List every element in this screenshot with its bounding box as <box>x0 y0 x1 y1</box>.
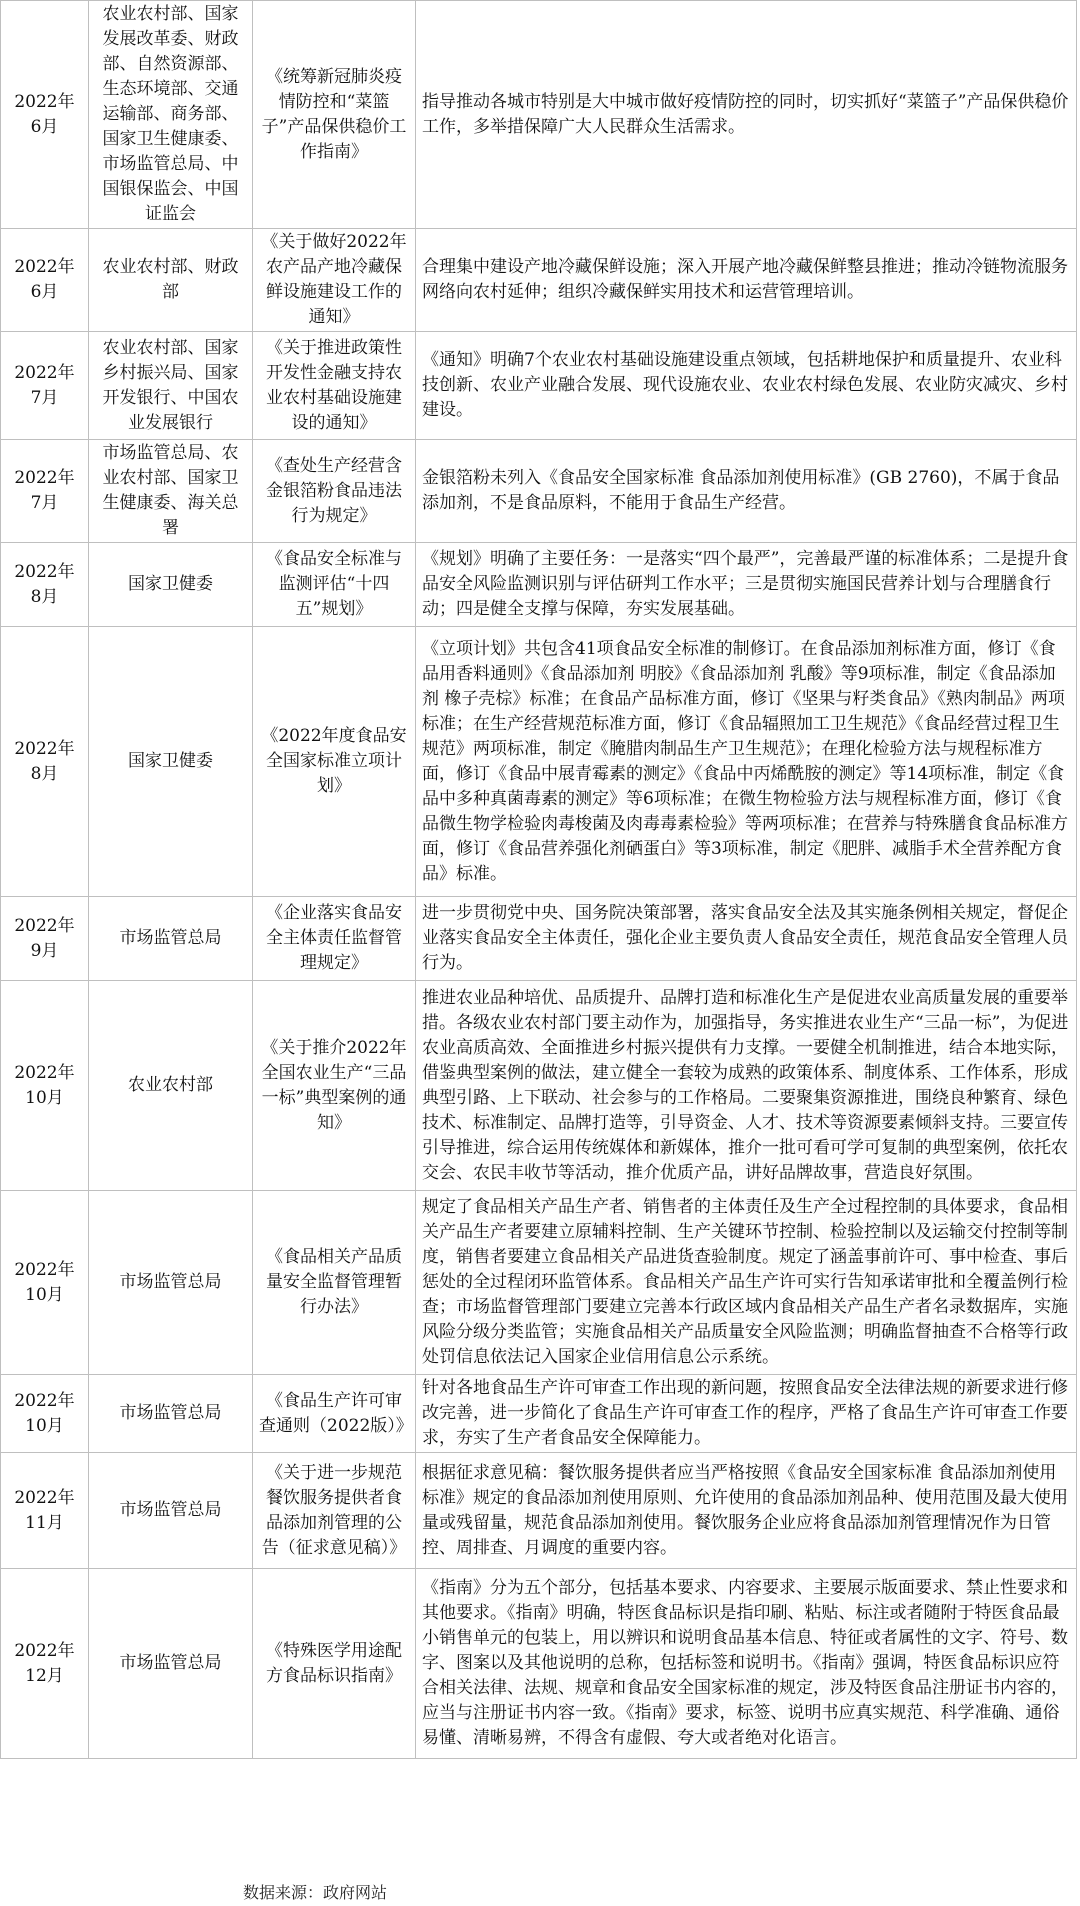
date-cell: 2022年 11月 <box>1 1453 89 1569</box>
department-cell: 农业农村部、财政部 <box>89 229 253 332</box>
content-cell: 推进农业品种培优、品质提升、品牌打造和标准化生产是促进农业高质量发展的重要举措。各级农业农村部门要主动作为，加强指导，务实推进农业生产“三品一标”，为促进农业高质高效、全面推进乡村振兴提供有力支撑。一要健全机制推进，结合本地实际，借鉴典型案例的做法，建立健全一套较为成熟的政策体系、制度体系、工作体系，形成典型引路、上下联动、社会参与的工作格局。二要聚集资源推进，围绕良种繁育、绿色技术、标准制定、品牌打造等，引导资金、人才、技术等资源要素倾斜支持。三要宣传引导推进，综合运用传统媒体和新媒体，推介一批可看可学可复制的典型案例，依托农交会、农民丰收节等活动，推介优质产品，讲好品牌故事，营造良好氛围。 <box>416 981 1077 1191</box>
policy-title-cell: 《2022年度食品安全国家标准立项计划》 <box>253 627 416 897</box>
policy-title-cell: 《统筹新冠肺炎疫情防控和“菜篮子”产品保供稳价工作指南》 <box>253 1 416 229</box>
policy-title-cell: 《特殊医学用途配方食品标识指南》 <box>253 1569 416 1759</box>
department-cell: 市场监管总局 <box>89 897 253 981</box>
content-cell: 《规划》明确了主要任务：一是落实“四个最严”，完善最严谨的标准体系；二是提升食品安全风险监测识别与评估研判工作水平；三是贯彻实施国民营养计划与合理膳食行动；四是健全支撑与保障，夯实发展基础。 <box>416 543 1077 627</box>
department-cell: 农业农村部、国家发展改革委、财政部、自然资源部、生态环境部、交通运输部、商务部、国家卫生健康委、市场监管总局、中国银保监会、中国证监会 <box>89 1 253 229</box>
date-cell: 2022年 8月 <box>1 543 89 627</box>
policy-title-cell: 《关于推介2022年全国农业生产“三品一标”典型案例的通知》 <box>253 981 416 1191</box>
date-cell: 2022年 7月 <box>1 332 89 440</box>
date-cell: 2022年 10月 <box>1 981 89 1191</box>
department-cell: 国家卫健委 <box>89 627 253 897</box>
policy-title-cell: 《食品生产许可审查通则（2022版）》 <box>253 1375 416 1453</box>
date-cell: 2022年 9月 <box>1 897 89 981</box>
date-cell: 2022年 8月 <box>1 627 89 897</box>
policy-title-cell: 《关于进一步规范餐饮服务提供者食品添加剂管理的公告（征求意见稿）》 <box>253 1453 416 1569</box>
table-row <box>1 981 1077 1191</box>
date-cell: 2022年 10月 <box>1 1375 89 1453</box>
table-row <box>1 897 1077 981</box>
department-cell: 市场监管总局 <box>89 1453 253 1569</box>
table-row <box>1 332 1077 440</box>
department-cell: 市场监管总局 <box>89 1569 253 1759</box>
date-cell: 2022年 6月 <box>1 1 89 229</box>
department-cell: 市场监管总局 <box>89 1375 253 1453</box>
date-cell: 2022年 10月 <box>1 1191 89 1375</box>
table-row <box>1 1375 1077 1453</box>
content-cell: 《立项计划》共包含41项食品安全标准的制修订。在食品添加剂标准方面，修订《食品用香料通则》《食品添加剂 明胶》《食品添加剂 乳酸》等9项标准，制定《食品添加剂 橡子壳棕》标准；在食品产品标准方面，修订《坚果与籽类食品》《熟肉制品》两项标准；在生产经营规范标准方面，修订《食品辐照加工卫生规范》《食品经营过程卫生规范》两项标准，制定《腌腊肉制品生产卫生规范》；在理化检验方法与规程标准方面，修订《食品中展青霉素的测定》《食品中丙烯酰胺的测定》等14项标准，制定《食品中多种真菌毒素的测定》等6项标准；在微生物检验方法与规程标准方面，修订《食品微生物学检验肉毒梭菌及肉毒毒素检验》等两项标准；在营养与特殊膳食食品标准方面，修订《食品营养强化剂硒蛋白》等3项标准，制定《肥胖、减脂手术全营养配方食品》标准。 <box>416 627 1077 897</box>
content-cell: 针对各地食品生产许可审查工作出现的新问题，按照食品安全法律法规的新要求进行修改完善，进一步简化了食品生产许可审查工作的程序，严格了食品生产许可审查工作要求，夯实了生产者食品安全保障能力。 <box>416 1375 1077 1453</box>
table-row <box>1 627 1077 897</box>
table-row <box>1 1453 1077 1569</box>
department-cell: 市场监管总局 <box>89 1191 253 1375</box>
policy-title-cell: 《关于推进政策性开发性金融支持农业农村基础设施建设的通知》 <box>253 332 416 440</box>
content-cell: 《通知》明确7个农业农村基础设施建设重点领域，包括耕地保护和质量提升、农业科技创新、农业产业融合发展、现代设施农业、农业农村绿色发展、农业防灾减灾、乡村建设。 <box>416 332 1077 440</box>
table-row <box>1 229 1077 332</box>
content-cell: 金银箔粉未列入《食品安全国家标准 食品添加剂使用标准》(GB 2760)，不属于食品添加剂，不是食品原料，不能用于食品生产经营。 <box>416 440 1077 543</box>
content-cell: 《指南》分为五个部分，包括基本要求、内容要求、主要展示版面要求、禁止性要求和其他要求。《指南》明确，特医食品标识是指印刷、粘贴、标注或者随附于特医食品最小销售单元的包装上，用以辨识和说明食品基本信息、特征或者属性的文字、符号、数字、图案以及其他说明的总称，包括标签和说明书。《指南》强调，特医食品标识应符合相关法律、法规、规章和食品安全国家标准的规定，涉及特医食品注册证书内容的，应当与注册证书内容一致。《指南》要求，标签、说明书应真实规范、科学准确、通俗易懂、清晰易辨，不得含有虚假、夸大或者绝对化语言。 <box>416 1569 1077 1759</box>
date-cell: 2022年 7月 <box>1 440 89 543</box>
policy-table-body <box>1 1 1077 1759</box>
department-cell: 农业农村部 <box>89 981 253 1191</box>
table-row <box>1 1191 1077 1375</box>
policy-title-cell: 《关于做好2022年农产品产地冷藏保鲜设施建设工作的通知》 <box>253 229 416 332</box>
date-cell: 2022年 12月 <box>1 1569 89 1759</box>
content-cell: 规定了食品相关产品生产者、销售者的主体责任及生产全过程控制的具体要求，食品相关产品生产者要建立原辅料控制、生产关键环节控制、检验控制以及运输交付控制等制度，销售者要建立食品相关产品进货查验制度。规定了涵盖事前许可、事中检查、事后惩处的全过程闭环监管体系。食品相关产品生产许可实行告知承诺审批和全覆盖例行检查；市场监督管理部门要建立完善本行政区域内食品相关产品生产者名录数据库，实施风险分级分类监管；实施食品相关产品质量安全风险监测；明确监督抽查不合格等行政处罚信息依法记入国家企业信用信息公示系统。 <box>416 1191 1077 1375</box>
table-row <box>1 543 1077 627</box>
policy-title-cell: 《企业落实食品安全主体责任监督管理规定》 <box>253 897 416 981</box>
data-source-note: 数据来源：政府网站 <box>243 1883 388 1902</box>
department-cell: 农业农村部、国家乡村振兴局、国家开发银行、中国农业发展银行 <box>89 332 253 440</box>
department-cell: 市场监管总局、农业农村部、国家卫生健康委、海关总署 <box>89 440 253 543</box>
content-cell: 根据征求意见稿：餐饮服务提供者应当严格按照《食品安全国家标准 食品添加剂使用标准》规定的食品添加剂使用原则、允许使用的食品添加剂品种、使用范围及最大使用量或残留量，规范食品添加剂使用。餐饮服务企业应将食品添加剂管理情况作为日管控、周排查、月调度的重要内容。 <box>416 1453 1077 1569</box>
date-cell: 2022年 6月 <box>1 229 89 332</box>
policy-title-cell: 《食品相关产品质量安全监督管理暂行办法》 <box>253 1191 416 1375</box>
table-row <box>1 440 1077 543</box>
policy-title-cell: 《食品安全标准与监测评估“十四五”规划》 <box>253 543 416 627</box>
content-cell: 指导推动各城市特别是大中城市做好疫情防控的同时，切实抓好“菜篮子”产品保供稳价工作，多举措保障广大人民群众生活需求。 <box>416 1 1077 229</box>
content-cell: 进一步贯彻党中央、国务院决策部署，落实食品安全法及其实施条例相关规定，督促企业落实食品安全主体责任，强化企业主要负责人食品安全责任，规范食品安全管理人员行为。 <box>416 897 1077 981</box>
content-cell: 合理集中建设产地冷藏保鲜设施；深入开展产地冷藏保鲜整县推进；推动冷链物流服务网络向农村延伸；组织冷藏保鲜实用技术和运营管理培训。 <box>416 229 1077 332</box>
policy-title-cell: 《查处生产经营含金银箔粉食品违法行为规定》 <box>253 440 416 543</box>
table-row <box>1 1569 1077 1759</box>
table-row <box>1 1 1077 229</box>
department-cell: 国家卫健委 <box>89 543 253 627</box>
